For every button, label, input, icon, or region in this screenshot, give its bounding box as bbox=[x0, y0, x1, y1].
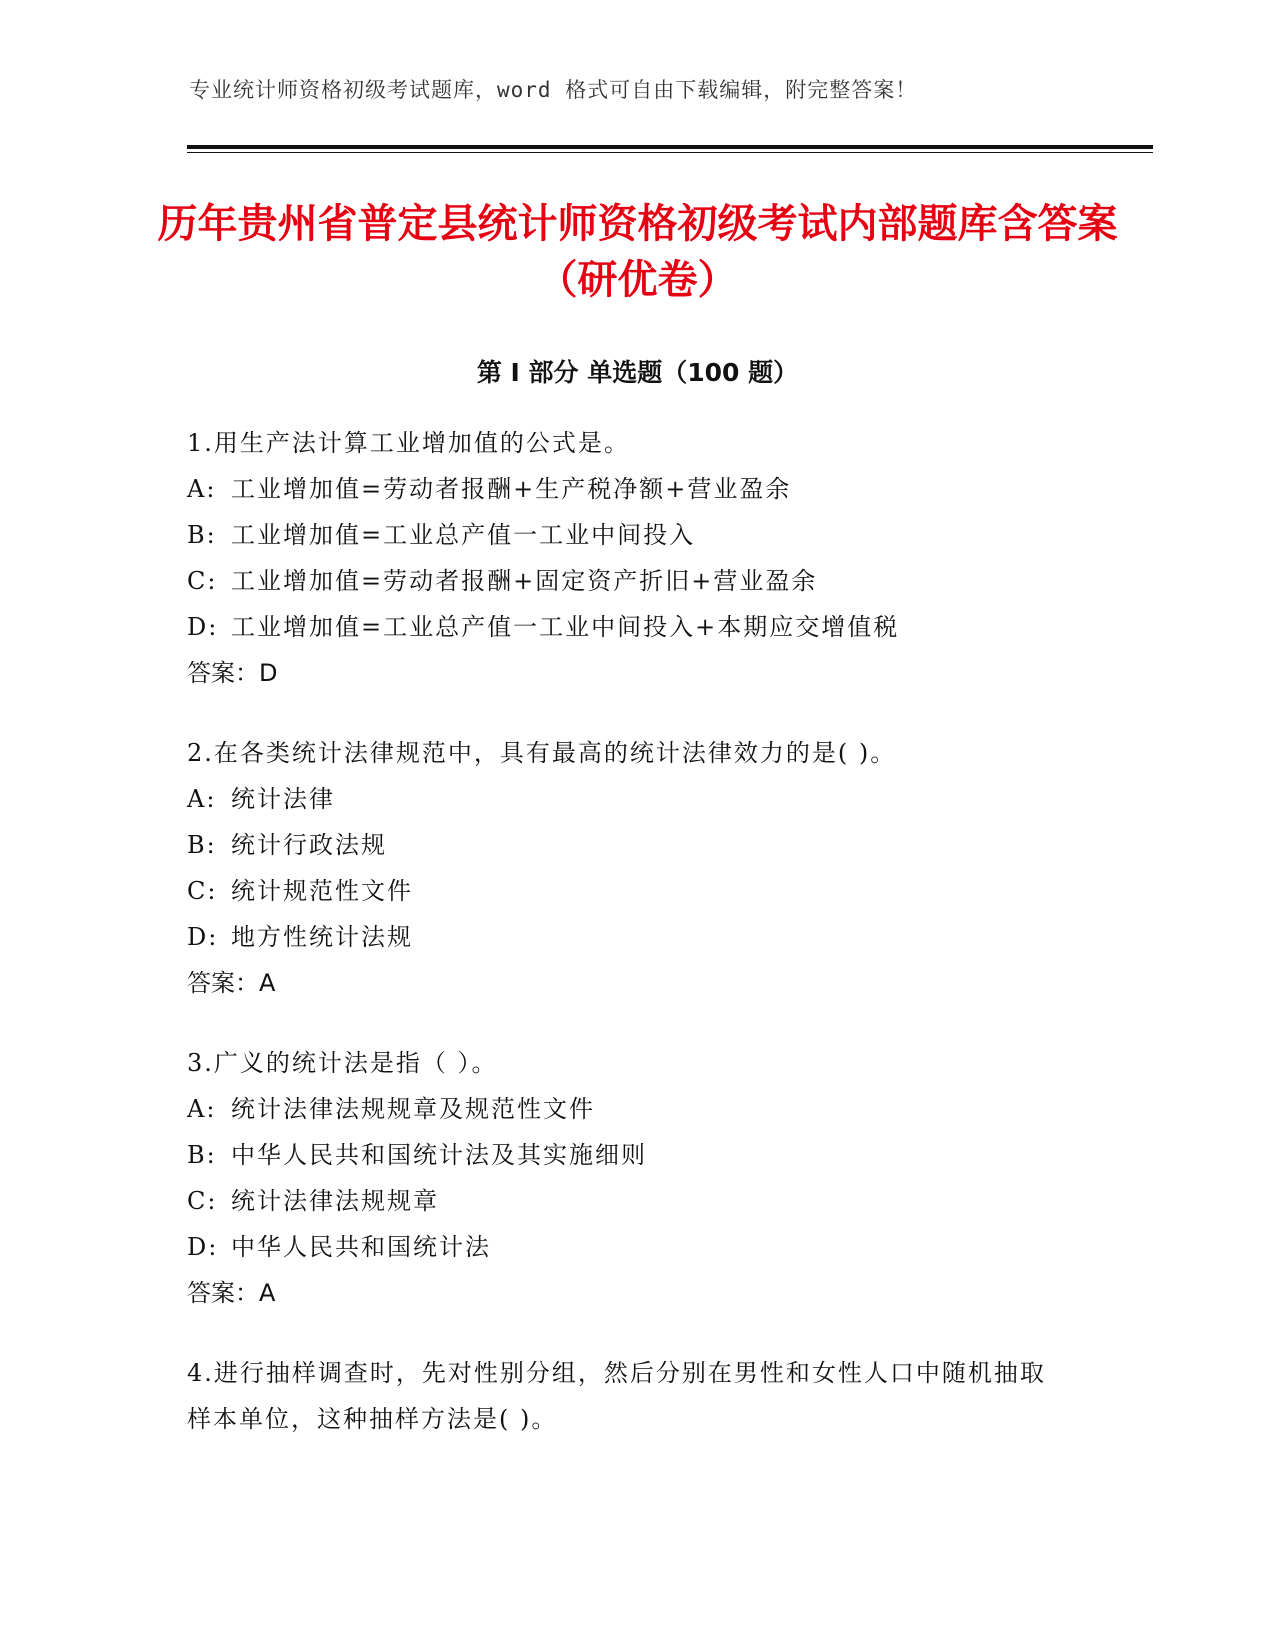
option-a bbox=[187, 466, 1067, 512]
option-letter: B: bbox=[187, 831, 217, 859]
option-text: 统计行政法规 bbox=[231, 831, 387, 859]
question-1 bbox=[187, 420, 1067, 696]
header-note: 专业统计师资格初级考试题库，word 格式可自由下载编辑，附完整答案！ bbox=[189, 78, 918, 102]
option-text: 统计法律法规规章及规范性文件 bbox=[231, 1095, 595, 1123]
option-letter: C: bbox=[187, 567, 218, 595]
option-letter: C: bbox=[187, 1187, 218, 1215]
option-text: 中华人民共和国统计法 bbox=[231, 1233, 491, 1261]
option-letter: A: bbox=[187, 1095, 217, 1123]
option-text: 工业增加值=工业总产值一工业中间投入 bbox=[231, 521, 696, 549]
option-c bbox=[187, 868, 1067, 914]
option-b bbox=[187, 1132, 1067, 1178]
question-stem: 1.用生产法计算工业增加值的公式是。 bbox=[187, 429, 630, 457]
answer-line: 答案：A bbox=[187, 1279, 276, 1307]
option-letter: D: bbox=[187, 1233, 219, 1261]
option-c bbox=[187, 1178, 1067, 1224]
option-letter: B: bbox=[187, 1141, 217, 1169]
option-letter: C: bbox=[187, 877, 218, 905]
header-divider-thin bbox=[187, 152, 1153, 153]
option-letter: D: bbox=[187, 923, 219, 951]
option-d bbox=[187, 914, 1067, 960]
answer-line: 答案：D bbox=[187, 659, 278, 687]
option-text: 工业增加值=工业总产值一工业中间投入+本期应交增值税 bbox=[231, 613, 900, 641]
option-letter: B: bbox=[187, 521, 217, 549]
option-d bbox=[187, 1224, 1067, 1270]
option-text: 统计法律 bbox=[231, 785, 335, 813]
header-divider-thick bbox=[187, 145, 1153, 149]
question-stem: 4.进行抽样调查时，先对性别分组，然后分别在男性和女性人口中随机抽取样本单位，这种抽样方法是( )。 bbox=[187, 1359, 1046, 1433]
option-a bbox=[187, 1086, 1067, 1132]
option-text: 工业增加值=劳动者报酬+生产税净额+营业盈余 bbox=[231, 475, 792, 503]
document-title: 历年贵州省普定县统计师资格初级考试内部题库含答案（研优卷） bbox=[157, 201, 1118, 303]
question-2 bbox=[187, 730, 1067, 1006]
option-text: 统计法律法规规章 bbox=[231, 1187, 439, 1215]
section-heading: 第 I 部分 单选题（100 题） bbox=[476, 358, 799, 387]
answer-line: 答案：A bbox=[187, 969, 276, 997]
option-a bbox=[187, 776, 1067, 822]
option-b bbox=[187, 512, 1067, 558]
option-text: 地方性统计法规 bbox=[231, 923, 413, 951]
option-b bbox=[187, 822, 1067, 868]
option-c bbox=[187, 558, 1067, 604]
option-d bbox=[187, 604, 1067, 650]
option-letter: D: bbox=[187, 613, 219, 641]
question-stem: 2.在各类统计法律规范中，具有最高的统计法律效力的是( )。 bbox=[187, 739, 897, 767]
option-letter: A: bbox=[187, 475, 217, 503]
option-text: 工业增加值=劳动者报酬+固定资产折旧+营业盈余 bbox=[231, 567, 818, 595]
option-text: 统计规范性文件 bbox=[231, 877, 413, 905]
question-stem: 3.广义的统计法是指（ ）。 bbox=[187, 1049, 498, 1077]
option-text: 中华人民共和国统计法及其实施细则 bbox=[231, 1141, 647, 1169]
question-3 bbox=[187, 1040, 1067, 1316]
option-letter: A: bbox=[187, 785, 217, 813]
question-4 bbox=[187, 1350, 1047, 1442]
